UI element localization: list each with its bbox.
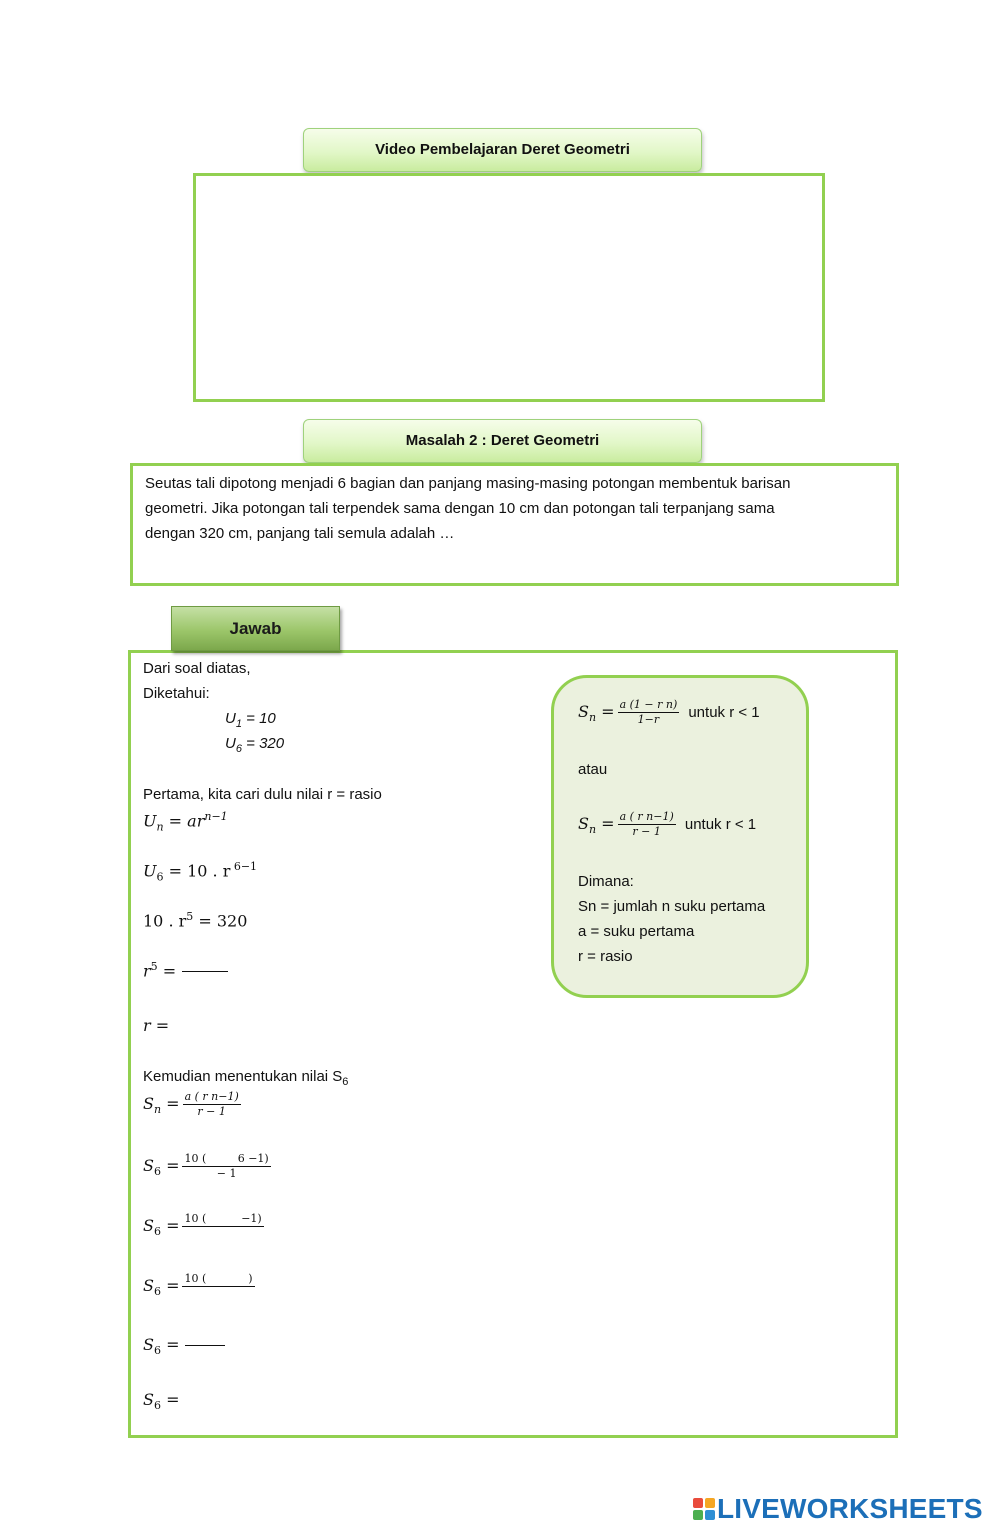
where-label: Dimana: [578,873,634,890]
formula-reference-box [551,675,809,998]
formula-sn-r-less-1: $S_n$ = $\frac{\text{a (1 − r n)}}{1-r}$ untuk r < 1 [578,698,760,726]
problem-box [130,463,899,586]
def-sn: Sn = jumlah n suku pertama [578,898,766,915]
known-u1: $U_1 = 10$ [225,710,276,730]
formula-r: r = [143,1016,170,1035]
formula-s6-step-d: $S_6$ = [143,1335,225,1357]
video-section-title: Video Pembelajaran Deret Geometri [303,128,702,172]
def-a: a = suku pertama [578,923,695,940]
problem-line-3: dengan 320 cm, panjang tali semula adalah … [145,525,455,542]
answer-tab: Jawab [171,606,340,651]
s6-blank-fraction[interactable] [185,1345,225,1346]
logo-grid-icon [693,1498,715,1520]
formula-sn: $S_n$ = $\frac{\text{a ( r n−1)}}{r - 1}$ [143,1090,239,1118]
def-r: r = rasio [578,948,633,965]
formula-atau: atau [578,761,608,778]
answer-intro: Dari soal diatas, [143,660,251,677]
problem-title: Masalah 2 : Deret Geometri [303,419,702,463]
formula-s6-step-a: $S_6$ = $\frac{10 ( 6 -1)}{- 1}$ [143,1152,269,1180]
formula-s6-step-c: $S_6$ = 10 ( ) [143,1272,253,1299]
known-label: Diketahui: [143,685,210,702]
step-2-text: Kemudian menentukan nilai $S_6$ [143,1068,349,1088]
formula-10r5: 10 . $r^5 = 320$ [143,910,248,931]
formula-r5: $r^5$ = [143,960,228,980]
formula-sn-alt: $S_n$ = $\frac{\text{a ( r n−1)}}{r - 1}$ untuk r < 1 [578,810,757,838]
formula-s6-result: $S_6$ = [143,1390,180,1413]
formula-un: $U_n = ar^{n-1}$ [143,810,228,834]
formula-s6-step-b: $S_6$ = 10 ( −1) [143,1212,262,1239]
problem-line-2: geometri. Jika potongan tali terpendek sama dengan 10 cm dan potongan tali terpanjang sama [145,500,775,517]
problem-line-1: Seutas tali dipotong menjadi 6 bagian dan panjang masing-masing potongan membentuk barisan [145,475,791,492]
known-u6: $U_6 = 320$ [225,735,285,755]
formula-u6: $U_6 = 10$ . r $^{6-1}$ [143,860,258,884]
video-frame[interactable] [193,173,825,402]
logo-text: LIVEWORKSHEETS [717,1493,983,1524]
step-1-text: Pertama, kita cari dulu nilai r = rasio [143,786,382,803]
r5-blank-fraction[interactable] [182,971,228,972]
